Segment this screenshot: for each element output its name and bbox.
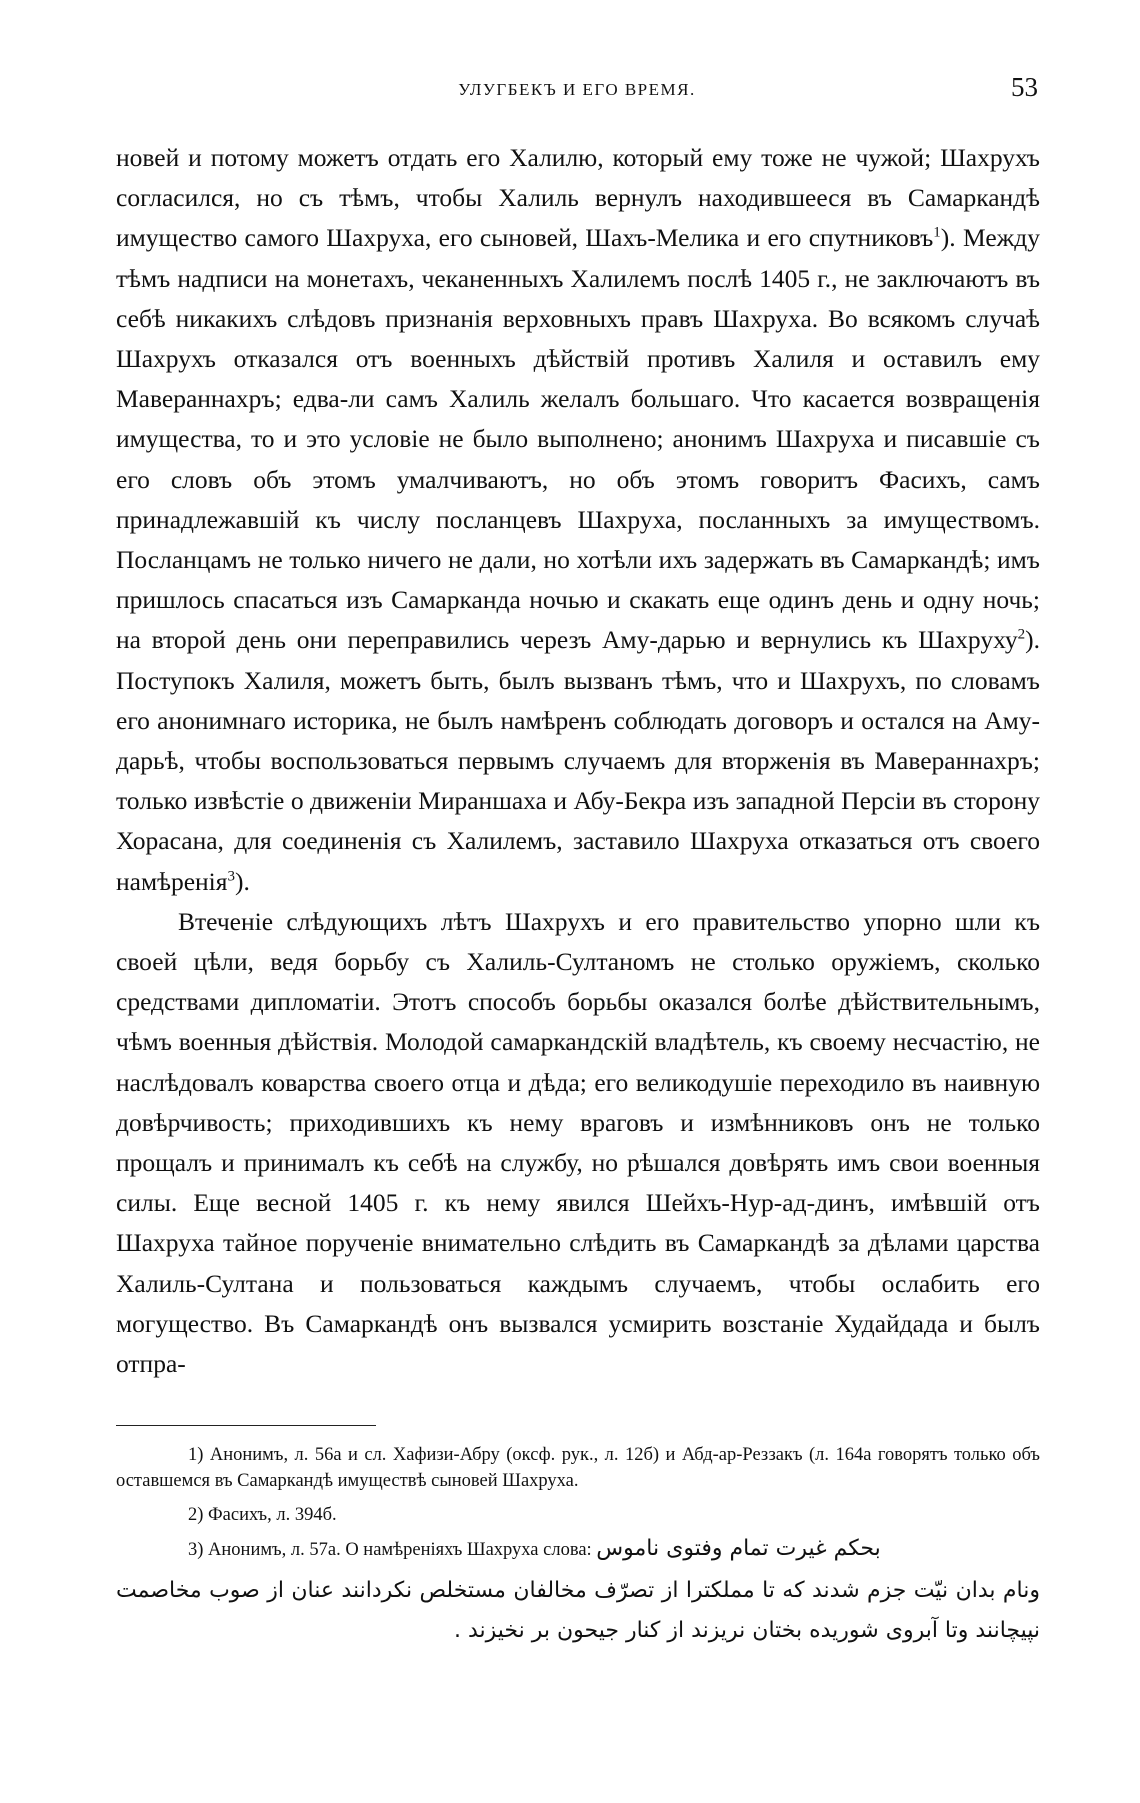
footnotes	[116, 1442, 1040, 1659]
footnote-2: 2) Фасихъ, л. 394б.	[188, 1505, 337, 1525]
main-text	[116, 138, 1040, 1384]
paragraph-1-part-4: ).	[234, 866, 250, 896]
page-number: 53	[1011, 72, 1038, 102]
paragraph-1	[116, 138, 1040, 902]
footnote-3-persian-inline: بحکم غیرت تمام وفتوی ناموس	[596, 1536, 881, 1561]
footnote-divider	[116, 1425, 376, 1426]
paragraph-1-part-2: ). Между тѣмъ надписи на монетахъ, чеканенныхъ Халилемъ послѣ 1405 г., не заключаютъ въ себѣ никакихъ слѣдовъ признанія верховныхъ правъ Шахруха. Во всякомъ случаѣ Шахрухъ отказался отъ военныхъ дѣйствій противъ Халиля и оставилъ ему Мавераннахръ; едва-ли самъ Халиль желалъ большаго. Что касается возвращенія имущества, то и это условіе не было выполнено; анонимъ Шахруха и писавшіе съ его словъ объ этомъ умалчиваютъ, но объ этомъ говоритъ Фасихъ, самъ принадлежавшій къ числу посланцевъ Шахруха, посланныхъ за имуществомъ. Посланцамъ не только ничего не дали, но хотѣли ихъ задержать въ Самаркандѣ; имъ пришлось спасаться изъ Самарканда ночью и скакать еще одинъ день и одну ночь; на второй день они переправились черезъ Аму-дарью и вернулись къ Шахруху	[116, 223, 1040, 655]
running-head: УЛУГБЕКЪ И ЕГО ВРЕМЯ.	[458, 80, 696, 99]
footnote-ref-2: 2	[1017, 626, 1026, 643]
footnote-ref-3: 3	[227, 868, 235, 885]
paragraph-1-part-3: ). Поступокъ Халиля, можетъ быть, былъ вызванъ тѣмъ, что и Шахрухъ, по словамъ его анонимнаго историка, не былъ намѣренъ соблюдать договоръ и остался на Аму-дарьѣ, чтобы воспользоваться первымъ случаемъ для вторженія въ Мавераннахръ; только извѣстіе о движеніи Мираншаха и Абу-Бекра изъ западной Персіи въ сторону Хорасана, для соединенія съ Халилемъ, заставило Шахруха отказаться отъ своего намѣренія	[116, 625, 1040, 896]
footnote-3-intro: 3) Анонимъ, л. 57а. О намѣреніяхъ Шахруха слова:	[188, 1540, 592, 1560]
paragraph-1-part-1: новей и потому можетъ отдать его Халилю, который ему тоже не чужой; Шахрухъ согласился, но съ тѣмъ, чтобы Халиль вернулъ находившееся въ Самаркандѣ имущество самого Шахруха, его сыновей, Шахъ-Мелика и его спутниковъ	[116, 143, 1040, 253]
page-header	[116, 72, 1038, 112]
footnote-1: 1) Анонимъ, л. 56а и сл. Хафизи-Абру (оксф. рук., л. 12б) и Абд-ар-Реззакъ (л. 164а говорятъ только объ оставшемся въ Самаркандѣ имуществѣ сыновей Шахруха.	[116, 1445, 1040, 1491]
footnote-3-persian-block: ونام بدان نیّت جزم شدند که تا مملکترا از تصرّف مخالفان مستخلص نکردانند عنان از صوب مخاصمت نپیچانند وتا آبروی شوریده بختان نریزند از کنار جیحون بر نخیزند .	[116, 1578, 1040, 1643]
footnote-ref-1: 1	[933, 224, 941, 241]
paragraph-2: Втеченіе слѣдующихъ лѣтъ Шахрухъ и его правительство упорно шли къ своей цѣли, ведя борьбу съ Халиль-Султаномъ не столько оружіемъ, сколько средствами дипломатіи. Этотъ способъ борьбы оказался болѣе дѣйствительнымъ, чѣмъ военныя дѣйствія. Молодой самаркандскій владѣтель, къ своему несчастію, не наслѣдовалъ коварства своего отца и дѣда; его великодушіе переходило въ наивную довѣрчивость; приходившихъ къ нему враговъ и измѣнниковъ онъ не только прощалъ и принималъ къ себѣ на службу, но рѣшался довѣрять имъ свои военныя силы. Еще весной 1405 г. къ нему явился Шейхъ-Нур-ад-динъ, имѣвшій отъ Шахруха тайное порученіе внимательно слѣдить въ Самаркандѣ за дѣлами царства Халиль-Султана и пользоваться каждымъ случаемъ, чтобы ослабить его могущество. Въ Самаркандѣ онъ вызвался усмирить возстаніе Худайдада и былъ отпра-	[116, 906, 1040, 1379]
footnote-3	[116, 1536, 1040, 1563]
